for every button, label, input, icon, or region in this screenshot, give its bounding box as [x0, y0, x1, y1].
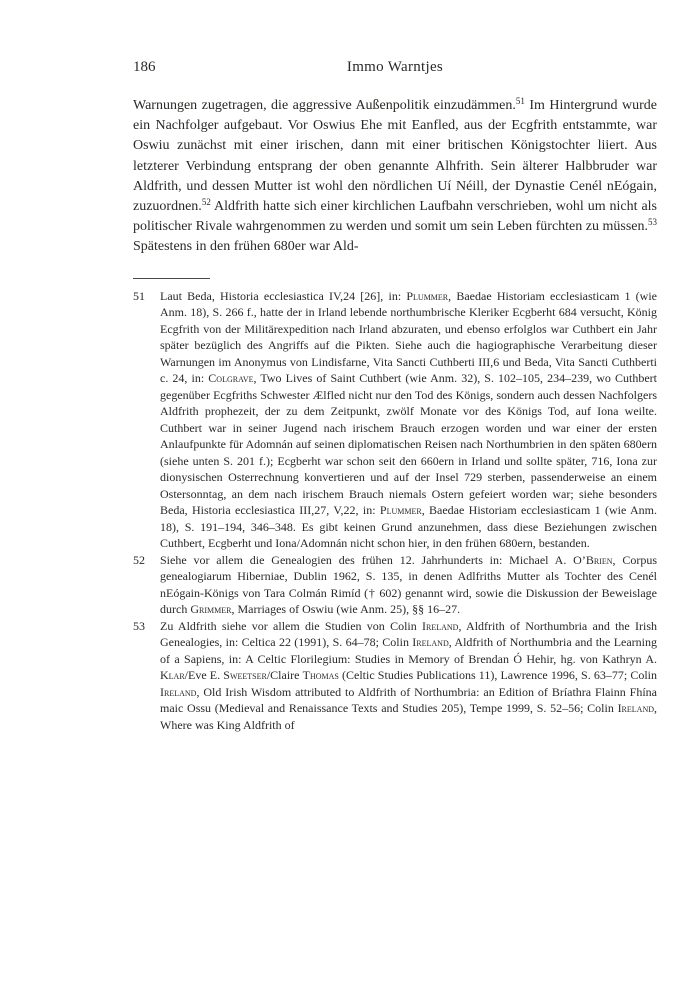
footnote-reference-marker: 52	[201, 197, 211, 208]
footnotes-section	[133, 288, 657, 734]
footnote-51	[133, 288, 657, 552]
footnote-number: 52	[133, 552, 145, 567]
page-header	[133, 58, 657, 78]
author-name-smallcaps: Klar	[160, 668, 185, 683]
page-number: 186	[133, 59, 156, 75]
author-name-smallcaps: Plummer	[406, 288, 449, 303]
text-run: /Eve E.	[184, 668, 224, 683]
text-run: , Baedae Historiam ecclesiasticam 1 (wie Anm. 18), S. 191–194, 346–348. Es gibt keinen Grund anzunehmen, dass diese Beziehungen zwischen Cuthbert, Ecgberht und Iona/Adomnán nicht schon hier, in den frühen 680ern, bestanden.	[160, 503, 657, 551]
text-run: Laut Beda, Historia ecclesiastica IV,24 [26], in:	[160, 288, 407, 303]
footnote-text	[160, 288, 657, 552]
text-run: , Baedae Historiam ecclesiasticam 1 (wie Anm. 18), S. 266 f., hatte der in Irland lebende northumbrische Kleriker Ecgberht 684 versucht, König Ecgfrith von der Militärexpedition nach Irland abzuraten, und ebenso erfolglos war Cuthbert ein Jahr später bezüglich des Angriffs auf die Pikten. Siehe auch die hagiographische Verarbeitung dieser Warnungen im Anonymus von Lindisfarne, Vita Sancti Cuthberti III,6 und Beda, Vita Sancti Cuthberti c. 24, in:	[160, 288, 658, 386]
text-run: (Celtic Studies Publications 11), Lawrence 1996, S. 63–77; Colin	[338, 668, 657, 683]
text-run: Im Hintergrund wurde ein Nachfolger aufgebaut. Vor Oswius Ehe mit Eanfled, aus der Ecgfrith entstammte, war Oswiu zunächst mit einer irischen, dann mit einer britischen Königstochter liiert. Aus letzterer Verbindung entsprang der oben genannte Alhfrith. Sein älterer Halbbruder war Aldfrith, und dessen Mutter ist wohl den nördlichen Uí Néill, der Dynastie Cenél nEógain, zuzuordnen.	[133, 98, 658, 215]
author-name-smallcaps: Brien	[585, 552, 613, 567]
footnote-reference-marker: 53	[648, 217, 657, 228]
type-area	[133, 58, 657, 733]
footnote-number: 51	[133, 288, 145, 303]
text-run: , Two Lives of Saint Cuthbert (wie Anm. 32), S. 102–105, 234–239, wo Cuthbert gegenüber Ecgfriths Schwester Ælfled nicht nur den Tod des Königs, sondern auch dessen Nachfolgers Aldfrith prophezeit, der zu dem Zeitpunkt, zwölf Monate vor des Königs Tod, auf Iona weilte. Cuthbert war in seiner Jugend nach irischem Brauch erzogen worden und war einer der ersten Anlaufpunkte für Adomnán auf seinen diplomatischen Reisen nach Northumbrien in den späten 680ern (siehe unten S. 201 f.); Ecgberht war schon seit den 660ern in Irland und sollte später, 716, Iona zur dionysischen Osterrechnung konvertieren und auf der Insel 729 sterben, passenderweise an einem Ostersonntag, an dem nach irischem Brauch niemals Ostern gefeiert worden war; siehe besonders Beda, Historia ecclesiastica III,27, V,22, in:	[160, 371, 658, 518]
running-head: Immo Warntjes	[346, 59, 444, 75]
footnote-separator	[133, 278, 210, 279]
footnote-text	[160, 552, 657, 618]
footnote-reference-marker: 51	[515, 96, 525, 106]
author-name-smallcaps: Thomas	[302, 668, 339, 683]
text-run: , Old Irish Wisdom attributed to Aldfrith of Northumbria: an Edition of Bríathra Flainn Fhína maic Ossu (Medieval and Renaissance Texts and Studies 205), Tempe 1999, S. 52–56; Colin	[160, 684, 657, 716]
body-paragraph	[133, 96, 657, 258]
author-name-smallcaps: Sweetser	[223, 668, 267, 683]
text-run: Warnungen zugetragen, die aggressive Außenpolitik einzudämmen.	[133, 98, 516, 113]
text-run: , Marriages of Oswiu (wie Anm. 25), §§ 16–27.	[231, 602, 461, 617]
text-run: , Corpus genealogiarum Hiberniae, Dublin 1962, S. 135, in denen Adlfriths Mutter als Tochter des Cenél nEógain-Königs von Tara Colmán Rimíd († 602) genannt wird, sowie die Diskussion der Beweislage durch	[160, 552, 657, 617]
text-run: , Where was King Aldfrith of	[160, 701, 657, 732]
author-name-smallcaps: Ireland	[422, 618, 459, 633]
text-run: Spätestens in den frühen 680er war Ald-	[133, 239, 359, 255]
footnote-52	[133, 552, 657, 618]
footnote-number: 53	[133, 618, 145, 633]
author-name-smallcaps: Ireland	[617, 701, 654, 716]
author-name-smallcaps: Colgrave	[208, 371, 254, 386]
footnote-53	[133, 618, 657, 734]
author-name-smallcaps: Ireland	[412, 635, 449, 650]
author-name-smallcaps: Plummer	[379, 503, 422, 518]
author-name-smallcaps: Ireland	[160, 684, 197, 699]
text-run: Siehe vor allem die Genealogien des frühen 12. Jahrhunderts in: Michael A. O’	[160, 552, 586, 567]
text-run: , Aldfrith of Northumbria and the Irish Genealogies, in: Celtica 22 (1991), S. 64–78; Colin	[160, 618, 657, 650]
text-run: , Aldfrith of Northumbria and the Learning of a Sapiens, in: A Celtic Florilegium: Studies in Memory of Brendan Ó Hehir, hg. von Kathryn A.	[160, 635, 658, 666]
author-name-smallcaps: Grimmer	[190, 602, 232, 617]
footnote-text	[160, 618, 657, 734]
text-run: /Claire	[266, 668, 303, 683]
text-run: Zu Aldfrith siehe vor allem die Studien von Colin	[160, 618, 423, 633]
text-run: Aldfrith hatte sich einer kirchlichen Laufbahn verschrieben, wohl um nicht als politischer Rivale wahrgenommen zu werden und somit um sein Leben fürchten zu müssen.	[133, 199, 657, 235]
